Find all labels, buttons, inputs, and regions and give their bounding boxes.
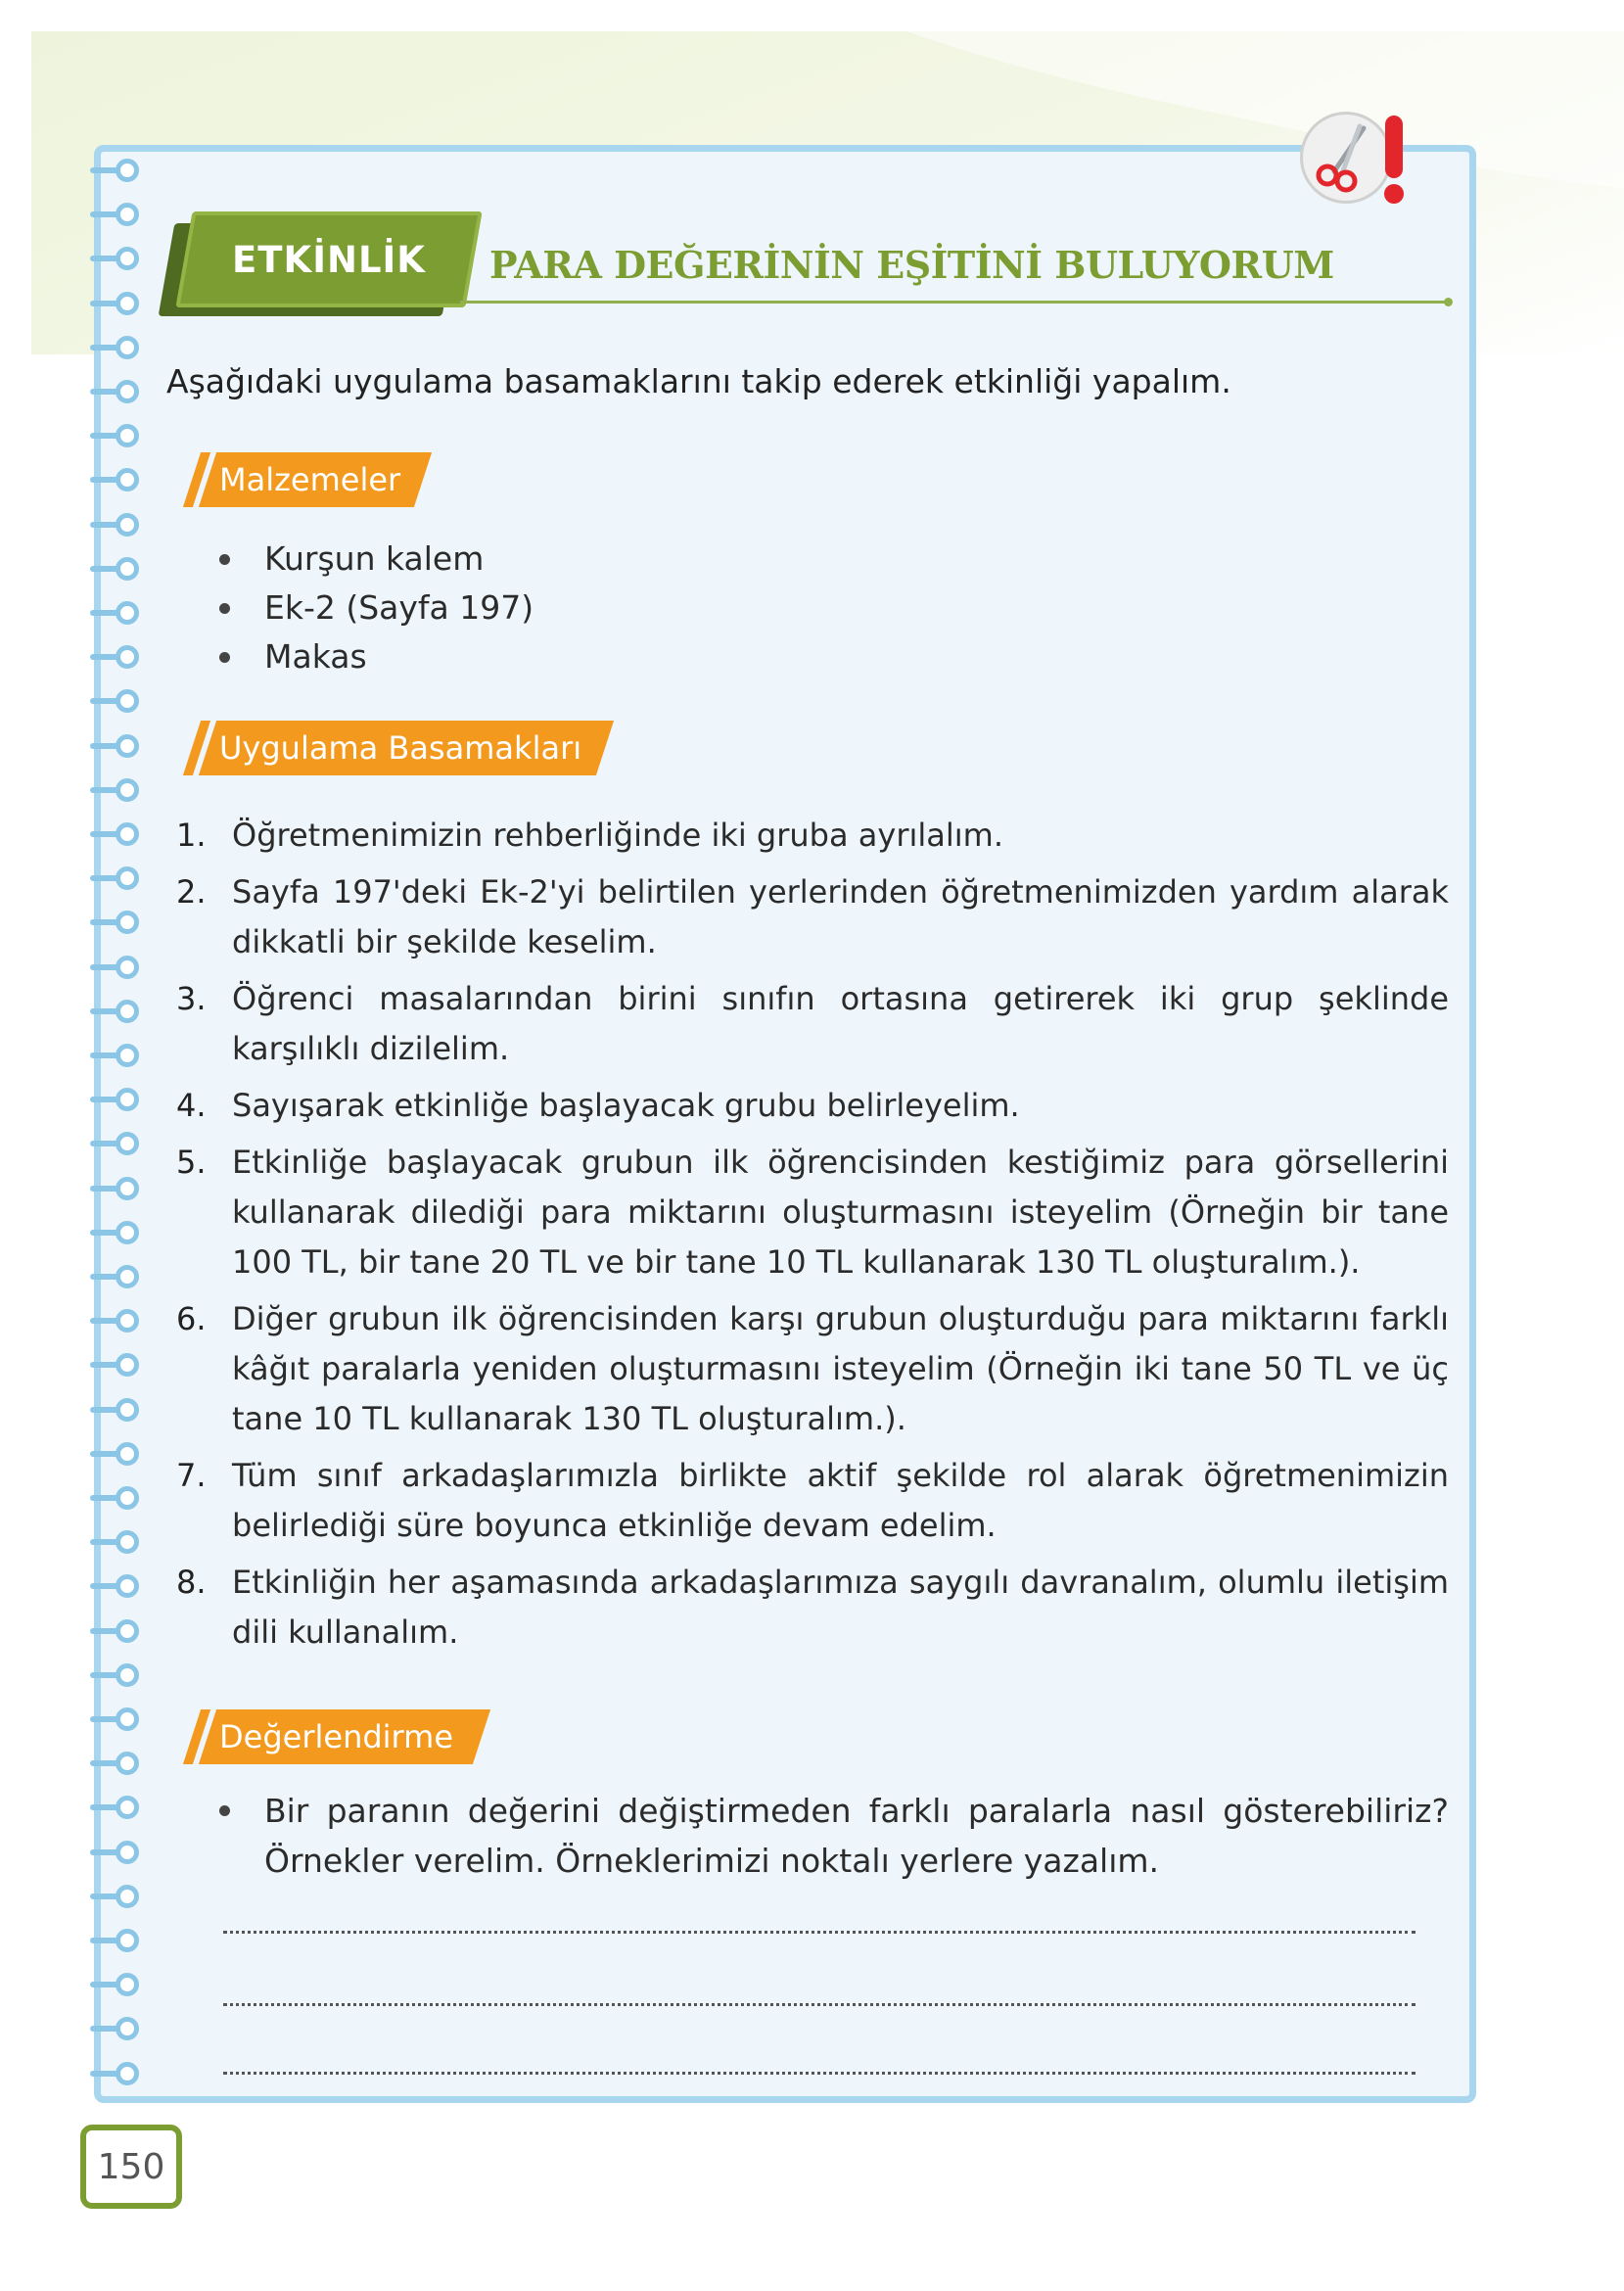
list-item: 4. Sayışarak etkinliğe başlayacak grubu belirleyelim.: [176, 1087, 1020, 1124]
spiral-ring: [86, 1973, 141, 2002]
list-item: Makas: [215, 632, 534, 681]
scissors-icon: [1300, 112, 1392, 204]
materials-heading-tag: [192, 452, 427, 507]
spiral-ring: [86, 1132, 141, 1161]
list-item: 6. Diğer grubun ilk öğrencisinden karşı grubun oluşturduğu para miktarını farklı kâğıt paralarla yeniden oluşturmasını isteyelim (Örneğin iki tane 50 TL ve üç tane 10 TL kullanarak 130 TL oluşturalım.).: [176, 1300, 1449, 1437]
badge-label: ETKİNLİK: [232, 238, 426, 281]
spiral-ring: [86, 1796, 141, 1825]
spiral-ring: [86, 1707, 141, 1737]
spiral-ring: [86, 1088, 141, 1117]
evaluation-question: [215, 1786, 1449, 1886]
list-item: Ek-2 (Sayfa 197): [215, 584, 534, 632]
spiral-ring: [86, 1929, 141, 1958]
spiral-ring: [86, 557, 141, 586]
spiral-ring: [86, 1486, 141, 1516]
list-item: 3. Öğrenci masalarından birini sınıfın ortasına getirerek iki grup şeklinde karşılıklı dizilelim.: [176, 980, 1449, 1067]
answer-line-3[interactable]: [223, 2072, 1415, 2075]
list-item: Kurşun kalem: [215, 535, 534, 584]
spiral-ring: [86, 1574, 141, 1604]
spiral-ring: [86, 1353, 141, 1382]
spiral-ring: [86, 1841, 141, 1870]
spiral-ring: [86, 159, 141, 188]
answer-line-1[interactable]: [223, 1931, 1415, 1934]
title-underline: [460, 301, 1449, 304]
spiral-ring: [86, 778, 141, 808]
spiral-ring: [86, 734, 141, 764]
steps-heading-tag: [192, 721, 613, 775]
spiral-ring: [86, 1177, 141, 1206]
list-item: 5. Etkinliğe başlayacak grubun ilk öğrencisinden kestiğimiz para görsellerini kullanarak dilediği para miktarını oluşturmasını isteyelim (Örneğin bir tane 100 TL, bir tane 20 TL ve bir tane 10 TL kullanarak 130 TL oluşturalım.).: [176, 1144, 1449, 1281]
answer-line-2[interactable]: [223, 2003, 1415, 2006]
materials-heading: Malzemeler: [219, 461, 401, 498]
evaluation-heading: Değerlendirme: [219, 1718, 453, 1755]
spiral-ring: [86, 1530, 141, 1560]
spiral-ring: [86, 2017, 141, 2046]
spiral-ring: [86, 911, 141, 940]
spiral-ring: [86, 1000, 141, 1029]
spiral-ring: [86, 689, 141, 719]
title-underline-dot: [1444, 298, 1453, 306]
evaluation-heading-tag: [192, 1709, 486, 1764]
spiral-ring: [86, 468, 141, 497]
list-item: 2. Sayfa 197'deki Ek-2'yi belirtilen yerlerinden öğretmenimizden yardım alarak dikkatli bir şekilde keselim.: [176, 873, 1449, 960]
spiral-ring: [86, 203, 141, 232]
spiral-ring: [86, 1044, 141, 1073]
page-number: 150: [80, 2125, 182, 2209]
list-item: 8. Etkinliğin her aşamasında arkadaşlarımıza saygılı davranalım, olumlu iletişim dili kullanalım.: [176, 1564, 1449, 1651]
spiral-ring: [86, 1663, 141, 1693]
list-item: 1. Öğretmenimizin rehberliğinde iki gruba ayrılalım.: [176, 817, 1003, 854]
spiral-ring: [86, 822, 141, 852]
spiral-ring: [86, 601, 141, 631]
spiral-ring: [86, 1752, 141, 1781]
spiral-ring: [86, 1309, 141, 1338]
intro-text: Aşağıdaki uygulama basamaklarını takip ederek etkinliği yapalım.: [166, 362, 1231, 400]
spiral-ring: [86, 292, 141, 321]
spiral-ring: [86, 1265, 141, 1294]
spiral-ring: [86, 866, 141, 896]
activity-badge: [166, 211, 476, 321]
steps-list: [176, 811, 1449, 1664]
spiral-ring: [86, 1619, 141, 1649]
materials-list: [215, 535, 534, 681]
spiral-ring: [86, 1885, 141, 1914]
steps-heading: Uygulama Basamakları: [219, 729, 582, 767]
list-item: 7. Tüm sınıf arkadaşlarımızla birlikte aktif şekilde rol alarak öğretmenimizin belirlediği süre boyunca etkinliğe devam edelim.: [176, 1457, 1449, 1544]
evaluation-question-text: Bir paranın değerini değiştirmeden farklı paralarla nasıl gösterebiliriz? Örnekler verelim. Örneklerimizi noktalı yerlere yazalım.: [215, 1786, 1449, 1886]
spiral-ring: [86, 2062, 141, 2091]
spiral-ring: [86, 1442, 141, 1472]
page-title: PARA DEĞERİNİN EŞİTİNİ BULUYORUM: [489, 243, 1334, 287]
spiral-ring: [86, 956, 141, 985]
spiral-ring: [86, 1221, 141, 1250]
spiral-ring: [86, 645, 141, 675]
spiral-ring: [86, 513, 141, 542]
spiral-ring: [86, 1398, 141, 1427]
spiral-ring: [86, 424, 141, 453]
spiral-ring: [86, 247, 141, 276]
spiral-binding: [86, 145, 155, 2103]
spiral-ring: [86, 336, 141, 365]
spiral-ring: [86, 380, 141, 409]
exclamation-icon: [1380, 116, 1406, 204]
